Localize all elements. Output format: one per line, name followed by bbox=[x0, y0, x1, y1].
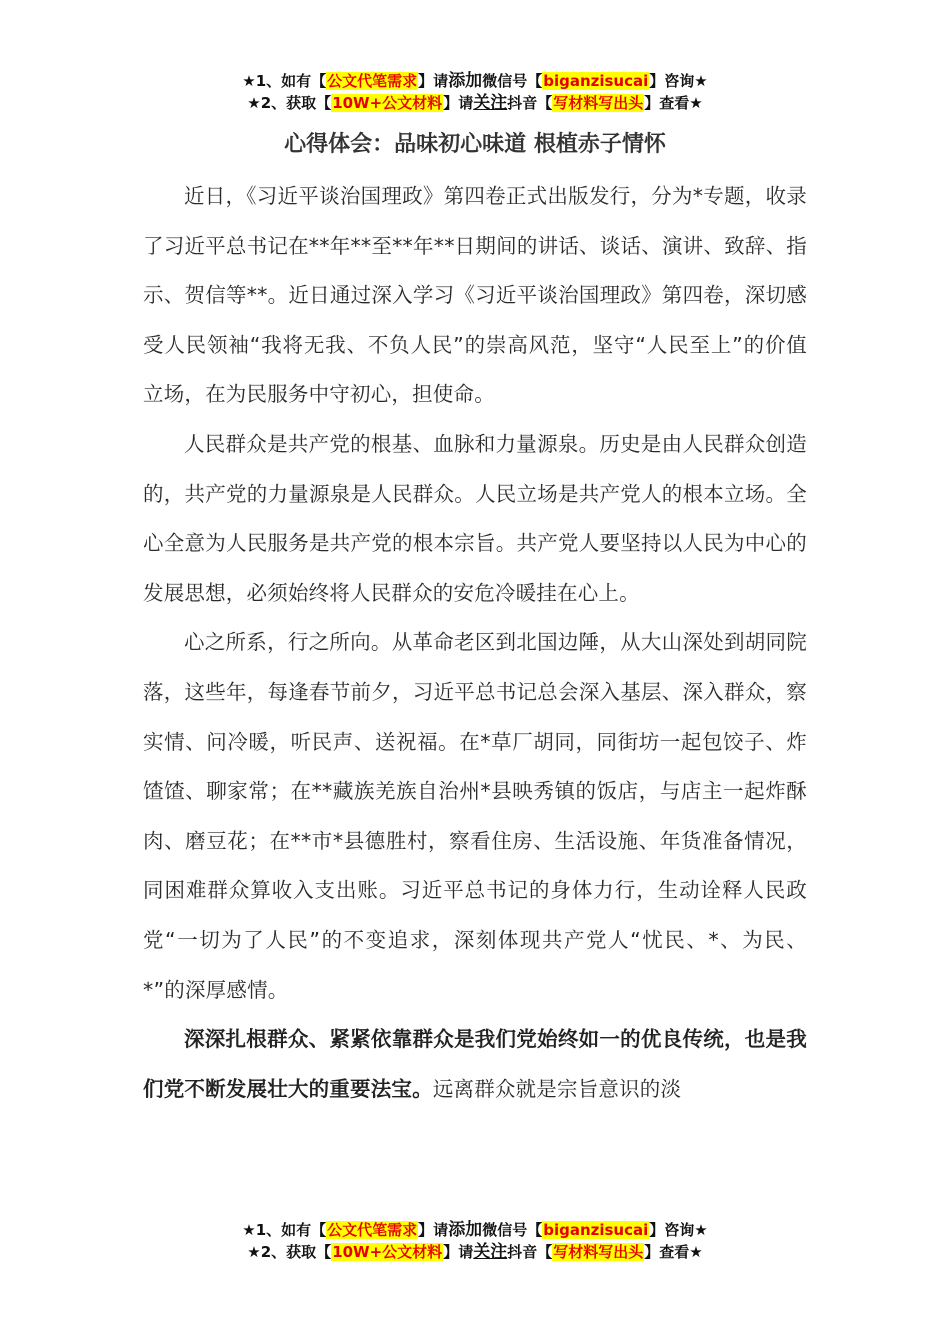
banner-text: ★1、如有【 bbox=[242, 72, 327, 90]
banner-line-2 bbox=[0, 1241, 950, 1263]
highlight-materials: 10W+公文材料 bbox=[332, 1243, 443, 1261]
banner-line-2 bbox=[0, 92, 950, 114]
banner-text: 】查看★ bbox=[644, 1243, 703, 1261]
banner-text: ★1、如有【 bbox=[242, 1221, 327, 1239]
highlight-service: 公文代笔需求 bbox=[327, 1221, 418, 1239]
document-title: 心得体会：品味初心味道 根植赤子情怀 bbox=[284, 132, 666, 157]
banner-emphasis-underlined: 关注 bbox=[473, 1242, 508, 1262]
banner-text: 】请 bbox=[443, 94, 474, 112]
footer-banner bbox=[0, 1219, 950, 1263]
banner-text: 】查看★ bbox=[644, 94, 703, 112]
banner-emphasis: 添加 bbox=[448, 1220, 483, 1240]
banner-text: 】咨询★ bbox=[649, 1221, 708, 1239]
paragraph-4-bold-lead: 深深扎根群众、紧紧依靠群众是我们党始终如一的优良传统，也是我们党不断发展壮大的重要法宝。 bbox=[143, 1027, 807, 1101]
paragraph-1: 近日，《习近平谈治国理政》第四卷正式出版发行，分为*专题，收录了习近平总书记在**年**至**年**日期间的讲话、谈话、演讲、致辞、指示、贺信等**。近日通过深入学习《习近平谈治国理政》第四卷，深切感受人民领袖“我将无我、不负人民”的崇高风范，坚守“人民至上”的价值立场，在为民服务中守初心，担使命。 bbox=[143, 184, 807, 407]
highlight-service: 公文代笔需求 bbox=[327, 72, 418, 90]
banner-text: 】请 bbox=[443, 1243, 474, 1261]
banner-text: ★2、获取【 bbox=[247, 94, 332, 112]
highlight-douyin-account: 写材料写出头 bbox=[553, 94, 644, 112]
highlight-materials: 10W+公文材料 bbox=[332, 94, 443, 112]
paragraph-4-text: 远离群众就是宗旨意识的淡 bbox=[432, 1076, 682, 1101]
banner-line-1 bbox=[0, 70, 950, 92]
header-banner bbox=[0, 70, 950, 114]
paragraph-4 bbox=[143, 1015, 807, 1114]
banner-line-1 bbox=[0, 1219, 950, 1241]
banner-text: 抖音【 bbox=[507, 94, 553, 112]
banner-text: ★2、获取【 bbox=[247, 1243, 332, 1261]
paragraph-2: 人民群众是共产党的根基、血脉和力量源泉。历史是由人民群众创造的，共产党的力量源泉是人民群众。人民立场是共产党人的根本立场。全心全意为人民服务是共产党的根本宗旨。共产党人要坚持以人民为中心的发展思想，必须始终将人民群众的安危冷暖挂在心上。 bbox=[143, 431, 807, 605]
banner-text: 】请 bbox=[418, 72, 449, 90]
banner-text: 微信号【 bbox=[482, 1221, 543, 1239]
banner-text: 】咨询★ bbox=[649, 72, 708, 90]
banner-text: 微信号【 bbox=[482, 72, 543, 90]
banner-text: 】请 bbox=[418, 1221, 449, 1239]
highlight-douyin-account: 写材料写出头 bbox=[553, 1243, 644, 1261]
highlight-wechat-id: biganzisucai bbox=[543, 1221, 649, 1239]
highlight-wechat-id: biganzisucai bbox=[543, 72, 649, 90]
banner-text: 抖音【 bbox=[507, 1243, 553, 1261]
paragraph-3: 心之所系，行之所向。从革命老区到北国边陲，从大山深处到胡同院落，这些年，每逢春节前夕，习近平总书记总会深入基层、深入群众，察实情、问冷暖，听民声、送祝福。在*草厂胡同，同街坊一起包饺子、炸馇馇、聊家常；在**藏族羌族自治州*县映秀镇的饭店，与店主一起炸酥肉、磨豆花；在**市*县德胜村，察看住房、生活设施、年货准备情况，同困难群众算收入支出账。习近平总书记的身体力行，生动诠释人民政党“一切为了人民”的不变追求，深刻体现共产党人“忧民、*、为民、*”的深厚感情。 bbox=[143, 630, 807, 1002]
banner-emphasis-underlined: 关注 bbox=[473, 93, 508, 113]
document-body bbox=[143, 172, 807, 1114]
banner-emphasis: 添加 bbox=[448, 71, 483, 91]
